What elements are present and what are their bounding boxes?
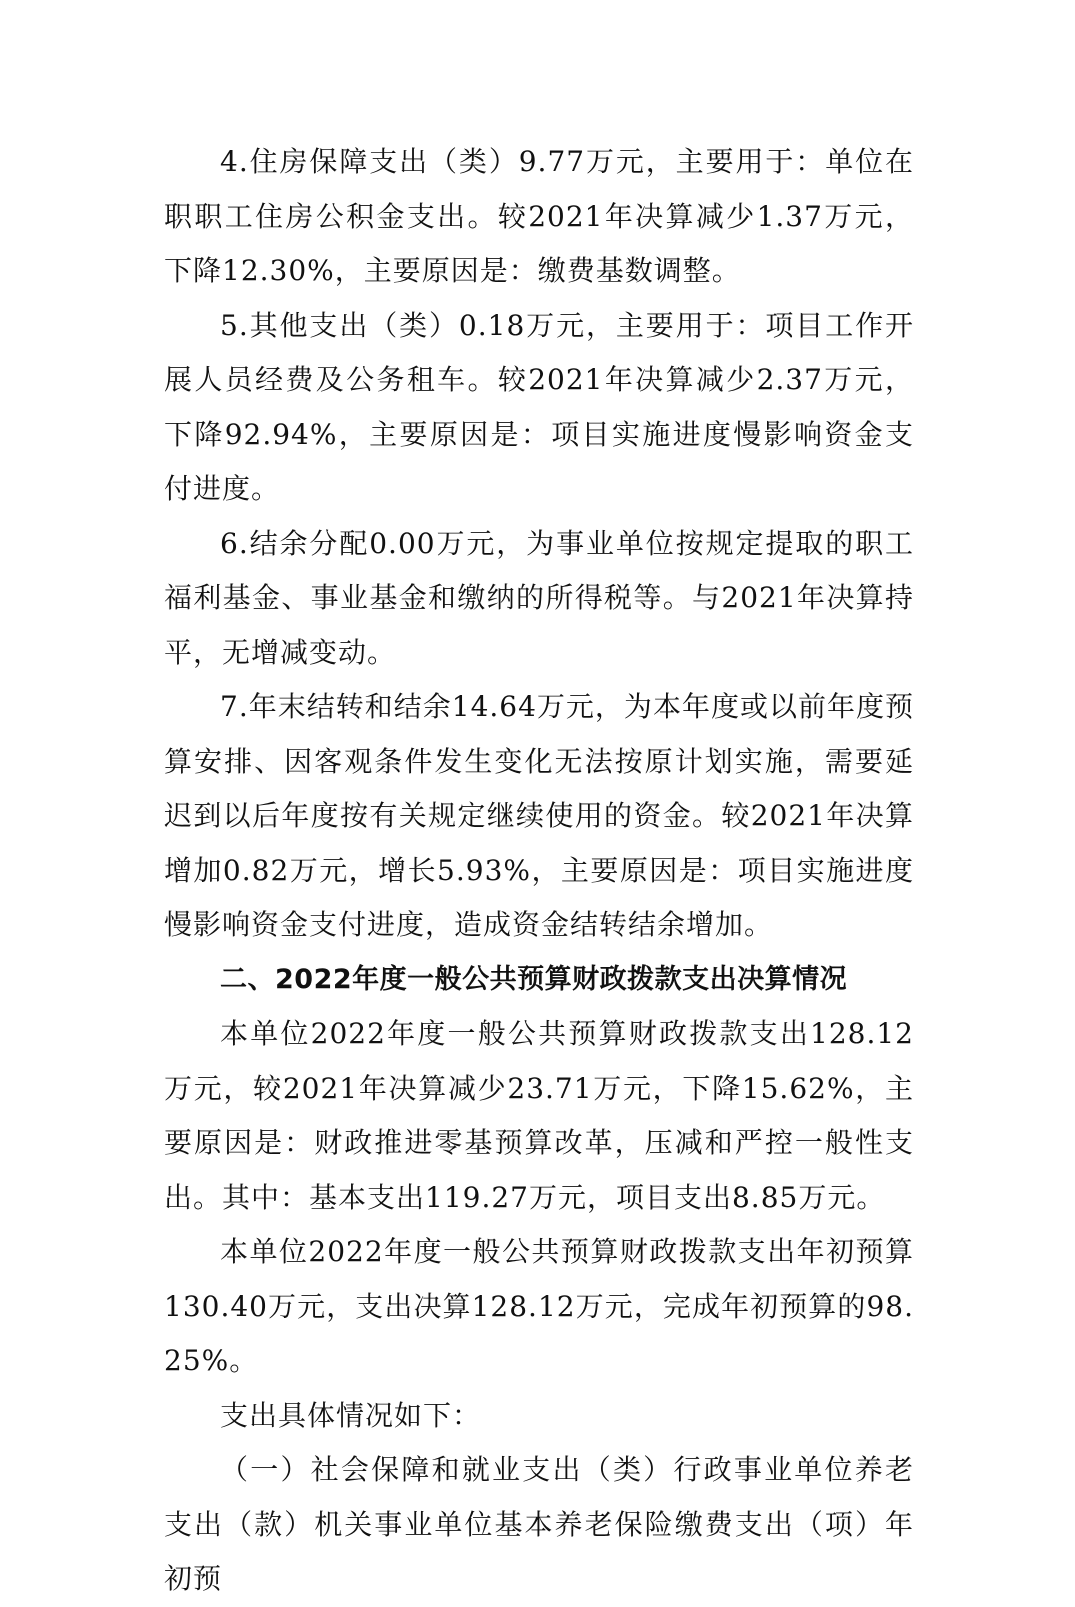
paragraph-budget-completion: 本单位2022年度一般公共预算财政拨款支出年初预算130.40万元，支出决算128.12万元，完成年初预算的98.25%。 bbox=[164, 1235, 914, 1377]
paragraph-fiscal-expenditure: 本单位2022年度一般公共预算财政拨款支出128.12万元，较2021年决算减少23.71万元，下降15.62%，主要原因是：财政推进零基预算改革，压减和严控一般性支出。其中：基本支出119.27万元，项目支出8.85万元。 bbox=[164, 1017, 914, 1214]
section-heading: 二、2022年度一般公共预算财政拨款支出决算情况 bbox=[220, 963, 848, 995]
document-body bbox=[164, 135, 914, 1607]
paragraph-details-intro: 支出具体情况如下： bbox=[220, 1398, 482, 1432]
paragraph-year-end-balance: 7.年末结转和结余14.64万元，为本年度或以前年度预算安排、因客观条件发生变化无法按原计划实施，需要延迟到以后年度按有关规定继续使用的资金。较2021年决算增加0.82万元，增长5.93%，主要原因是：项目实施进度慢影响资金支付进度，造成资金结转结余增加。 bbox=[164, 690, 914, 941]
paragraph-other-expenditure: 5.其他支出（类）0.18万元，主要用于：项目工作开展人员经费及公务租车。较2021年决算减少2.37万元，下降92.94%，主要原因是：项目实施进度慢影响资金支付进度。 bbox=[164, 308, 914, 505]
paragraph-surplus-distribution: 6.结余分配0.00万元，为事业单位按规定提取的职工福利基金、事业基金和缴纳的所得税等。与2021年决算持平，无增减变动。 bbox=[164, 526, 914, 669]
paragraph-social-security: （一）社会保障和就业支出（类）行政事业单位养老支出（款）机关事业单位基本养老保险缴费支出（项）年初预 bbox=[164, 1453, 914, 1595]
paragraph-housing-expenditure: 4.住房保障支出（类）9.77万元，主要用于：单位在职职工住房公积金支出。较2021年决算减少1.37万元，下降12.30%，主要原因是：缴费基数调整。 bbox=[164, 145, 914, 287]
